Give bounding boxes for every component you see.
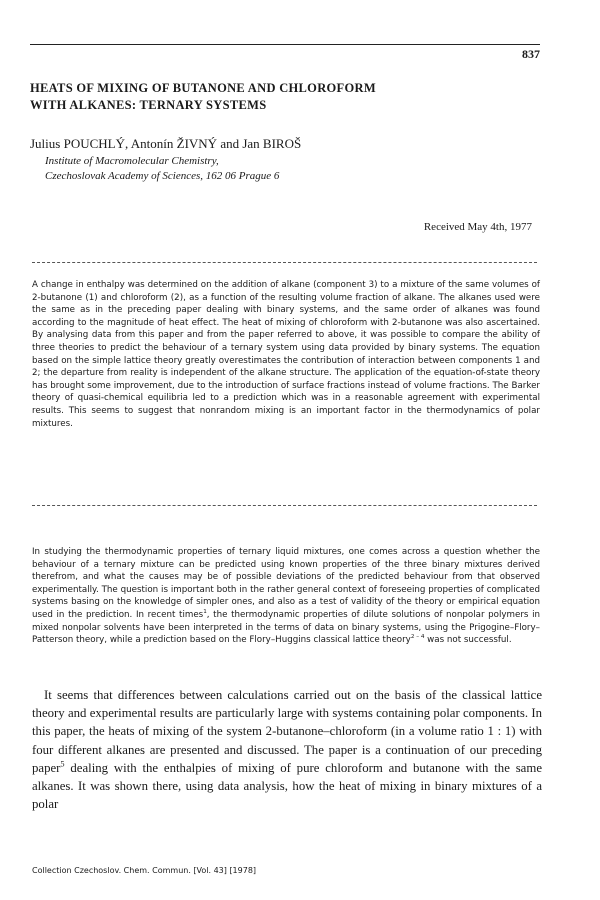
reference-1: 1 bbox=[203, 609, 207, 616]
journal-footer: Collection Czechoslov. Chem. Commun. [Vol. 43] [1978] bbox=[32, 866, 257, 875]
intro-text-3: was not successful. bbox=[424, 635, 512, 646]
intro-text-1: In studying the thermodynamic properties of ternary liquid mixtures, one comes across a question whether the behaviour of a ternary mixture can be predicted using known properties of the three binary mixtures derived therefrom, and what the causes may be of possible deviations of the predicted behaviour from that observed experimentally. The question is important both in the rather general context of foreseeing properties of complicated systems basing on the knowledge of simpler ones, and also as a test of validity of the theory or empirical equation used in the prediction. In recent times bbox=[32, 547, 540, 620]
paper-title bbox=[30, 80, 550, 114]
affiliation-line-2: Czechoslovak Academy of Sciences, 162 06 Prague 6 bbox=[45, 170, 280, 182]
affiliation bbox=[45, 154, 279, 184]
body-section bbox=[32, 686, 542, 813]
body-text-2: dealing with the enthalpies of mixing of pure chloroform and butanone with the same alkanes. It was shown there, using data analysis, how the heat of mixing in binary mixtures of a polar bbox=[32, 760, 542, 812]
abstract-top-rule bbox=[32, 262, 537, 263]
page-number: 837 bbox=[522, 47, 540, 61]
abstract: A change in enthalpy was determined on the addition of alkane (component 3) to a mixture of the same volumes of 2-butanone (1) and chloroform (2), as a function of the resulting volume fraction of alkane. The alkanes used were the same as in the preceding paper dealing with binary systems, and the same order of alkanes was found according to the magnitude of heat effect. The heat of mixing of chloroform with 2-butanone was also ascertained. By analysing data from this paper and from the paper referred to above, it was possible to compare the ability of three theories to predict the behaviour of a ternary system using data provided by binary systems. The equation based on the simple lattice theory greatly overestimates the contribution of interaction between components 1 and 2; the departure from reality is independent of the alkane structure. The application of the equation-of-state theory has brought some improvement, due to the introduction of surface fractions instead of volume fractions. The Barker theory of quasi-chemical equilibria led to a prediction which was in a reasonable agreement with experimental results. This seems to suggest that nonrandom mixing is an important factor in the thermodynamics of polar mixtures. bbox=[32, 280, 540, 429]
body-text-1: It seems that differences between calculations carried out on the basis of the classical lattice theory and experimental results are particularly large with systems containing polar components. In this paper, the heats of mixing of the system 2-butanone–chloroform (in a volume ratio 1 : 1) with four different alkanes are presented and discussed. The paper is a continuation of our preceding paper bbox=[32, 688, 542, 775]
body-paragraph bbox=[32, 686, 542, 813]
title-line-1: HEATS OF MIXING OF BUTANONE AND CHLOROFORM bbox=[30, 81, 376, 95]
reference-5: 5 bbox=[60, 759, 65, 769]
header-rule bbox=[30, 44, 540, 45]
reference-2-4: 2 – 4 bbox=[410, 634, 425, 641]
introduction-paragraph bbox=[32, 546, 540, 647]
received-date: Received May 4th, 1977 bbox=[423, 221, 532, 233]
affiliation-line-1: Institute of Macromolecular Chemistry, bbox=[45, 155, 219, 167]
abstract-bottom-rule bbox=[32, 505, 537, 506]
author-list: Julius POUCHLÝ, Antonín ŽIVNÝ and Jan BIROŠ bbox=[30, 136, 302, 151]
title-line-2: WITH ALKANES: TERNARY SYSTEMS bbox=[30, 98, 267, 112]
intro-text-2: , the thermodynamic properties of dilute solutions of nonpolar polymers in mixed nonpolar solvents have been interpreted in the terms of data on binary systems, using the Prigogine–Flory–Patterson theory, while a prediction based on the Flory–Huggins classical lattice theory bbox=[32, 609, 540, 646]
